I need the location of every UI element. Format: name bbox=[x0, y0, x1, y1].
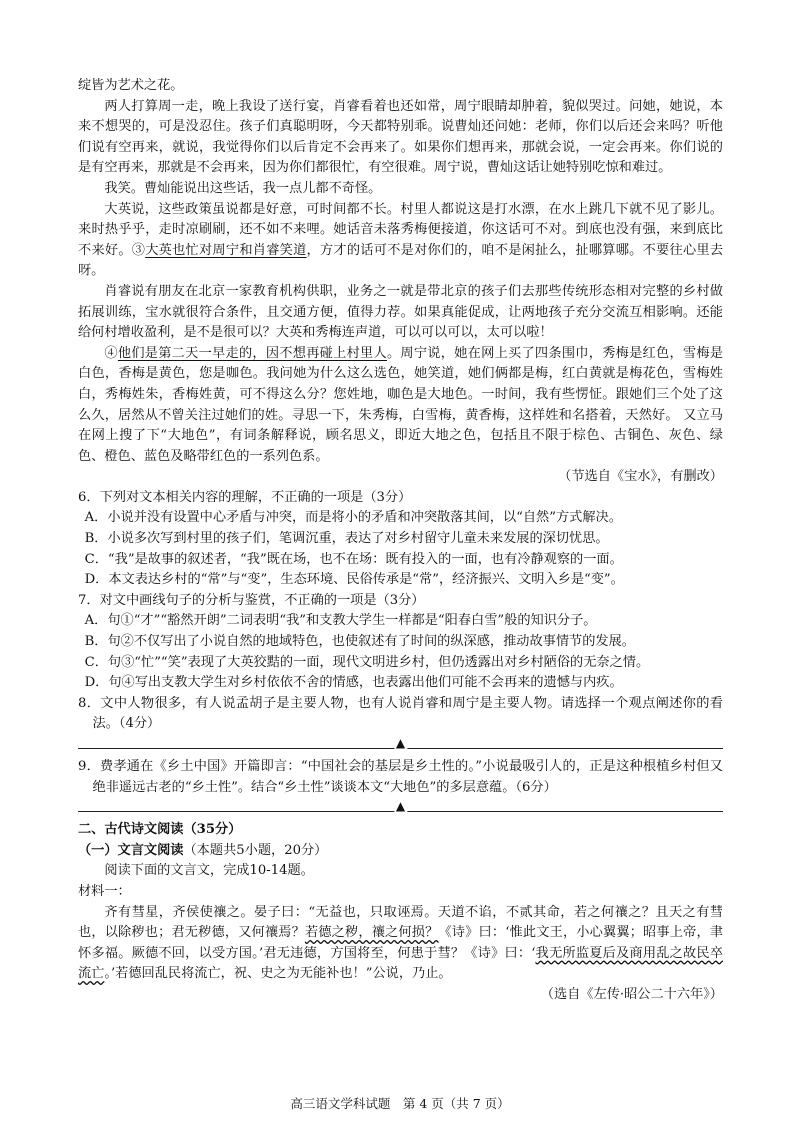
question-9: 9．费孝通在《乡土中国》开篇即言：“中国社会的基层是乡土性的。”小说最吸引人的，正是这种根植乡村但又绝非遥远古老的“乡土性”。结合“乡土性”谈谈本文“大地色”的多层意蕴。（6分） bbox=[78, 759, 723, 795]
question-6-stem: 6．下列对文本相关内容的理解，不正确的一项是（3分） bbox=[78, 489, 412, 505]
material-label: 材料一： bbox=[78, 883, 131, 899]
instruction: 阅读下面的文言文，完成10-14题。 bbox=[104, 863, 314, 879]
question-7-option: D．句④写出支教大学生对乡村依依不舍的情感，也表露出他们可能不会再来的遗憾与内疚。 bbox=[84, 675, 623, 691]
subsection-heading: （一）文言文阅读（本题共5小题，20分） bbox=[78, 842, 328, 858]
answer-marker-icon: ▲ bbox=[395, 799, 406, 814]
classical-source: （选自《左传·昭公二十六年》） bbox=[540, 986, 723, 1002]
answer-marker-icon: ▲ bbox=[395, 736, 406, 750]
question-6-option: A．小说并没有设置中心矛盾与冲突，而是将小的矛盾和冲突散落其间，以“自然”方式解决。 bbox=[84, 510, 622, 526]
question-8: 8．文中人物很多，有人说孟胡子是主要人物，也有人说肖睿和周宁是主要人物。请选择一个观点阐述你的看法。（4分） bbox=[78, 695, 723, 732]
passage-paragraph: 绽皆为艺术之花。 bbox=[78, 78, 184, 93]
passage-paragraph: 大英说，这些政策虽说都是好意，可时间都不长。村里人都说这是打水漂，在水上跳几下就不见了影儿。来时热乎乎，走时凉刷刷，还不如不来哩。她话音未落秀梅便接道，你这话可不对。到底也没有强，来到底比不来好。③大英也忙对周宁和肖睿笑道，方才的话可不是对你们的，咱不是闲扯么，扯哪算哪。不要往心里去呀。 bbox=[78, 201, 724, 279]
page-footer: 高三语文学科试题 第 4 页（共 7 页） bbox=[290, 1096, 510, 1111]
passage-paragraph: 两人打算周一走，晚上我设了送行宴，肖睿看着也还如常，周宁眼睛却肿着，貌似哭过。问她，她说，本来不想哭的，可是没忍住。孩子们真聪明呀，今天都特别乖。说曹灿还问她：老师，你们以后还会来吗？听他们说有空再来，就说，我觉得你们以后肯定不会再来了。如果你们想再来，那就会说，一定会再来。你们说的是有空再来，那就是不会再来，因为你们都很忙，有空很难。周宁说，曹灿这话让她特别吃惊和难过。 bbox=[78, 98, 723, 176]
question-7-stem: 7．对文中画线句子的分析与鉴赏，不正确的一项是（3分） bbox=[78, 592, 425, 608]
answer-separator bbox=[78, 737, 723, 753]
question-6-option: C．“我”是故事的叙述者，“我”既在场，也不在场：既有投入的一面，也有冷静观察的一面。 bbox=[84, 551, 623, 567]
classical-text: 齐有彗星，齐侯使禳之。晏子曰：“无益也，只取诬焉。天道不谄，不贰其命，若之何禳之？且天之有彗也，以除秽也；君无秽德，又何禳焉？若德之秽，禳之何损？《诗》曰：‘惟此文王，小心翼翼；昭事上帝，聿怀多福。厥德不回，以受方国。’君无违德，方国将至，何患于彗？《诗》曰：‘我无所监夏后及商用乱之故民卒流亡。’若德回乱民将流亡，祝、史之为无能补也！”公说，乃止。 bbox=[78, 904, 724, 982]
wavy-underlined-sentence: 若德之秽，禳之何损？ bbox=[304, 925, 439, 941]
question-7-option: B．句②不仅写出了小说自然的地域特色，也使叙述有了时间的纵深感，推动故事情节的发展。 bbox=[84, 634, 635, 650]
exam-page bbox=[78, 76, 723, 1006]
underlined-sentence-3: 大英也忙对周宁和肖睿笑道 bbox=[145, 242, 307, 258]
passage-paragraph: ④他们是第二天一早走的，因不想再碰上村里人。周宁说，她在网上买了四条围巾，秀梅是红色，雪梅是白色，香梅是黄色，您是咖色。我问她为什么这么选色，她笑道，她们俩都是梅，红白黄就是梅花色，雪梅姓白，秀梅姓朱，香梅姓黄，可不得这么分？您姓地，咖色是大地色。一时间，我有些愣怔。跟她们三个处了这么久，居然从不曾关注过她们的姓。寻思一下，朱秀梅，白雪梅，黄香梅，这样姓和名搭着，天然好。 又立马在网上搜了下“大地色”，有词条解释说，顾名思义，即近大地之色，包括且不限于棕色、古铜色、灰色、绿色、橙色、蓝色及略带红色的一系列色系。 bbox=[78, 345, 724, 464]
passage-source: （节选自《宝水》，有删改） bbox=[558, 469, 723, 485]
answer-separator bbox=[78, 800, 723, 816]
question-7-option: C．句③“忙”“笑”表现了大英狡黠的一面，现代文明进乡村，但仍透露出对乡村陋俗的无奈之情。 bbox=[84, 654, 650, 670]
passage-paragraph: 我笑。曹灿能说出这些话，我一点儿都不奇怪。 bbox=[104, 180, 382, 196]
section-2-title: 二、古代诗文阅读（35分） bbox=[78, 822, 242, 838]
passage-paragraph: 肖睿说有朋友在北京一家教育机构供职，业务之一就是带北京的孩子们去那些传统形态相对完整的乡村做拓展训练，宝水就很符合条件，且交通方便，值得力荐。如果真能促成，让两地孩子充分交流互相影响。还能给何村增收盈利，是不是很可以？大英和秀梅连声道，可以可以可以，太可以啦！ bbox=[78, 283, 723, 341]
question-6-option: B．小说多次写到村里的孩子们，笔调沉重，表达了对乡村留守儿童未来发展的深切忧思。 bbox=[84, 531, 609, 547]
underlined-sentence-4: 他们是第二天一早走的，因不想再碰上村里人 bbox=[117, 345, 387, 361]
question-6-option: D．本文表达乡村的“常”与“变”，生态环境、民俗传承是“常”，经济振兴、文明入乡是“变”。 bbox=[84, 572, 624, 588]
wavy-underlined-sentence: 我无所监夏后及商用乱之故民卒流亡 bbox=[78, 945, 724, 982]
question-7-option: A．句①“才”“豁然开朗”二词表明“我”和支教大学生一样都是“阳春白雪”般的知识分子。 bbox=[84, 613, 597, 629]
